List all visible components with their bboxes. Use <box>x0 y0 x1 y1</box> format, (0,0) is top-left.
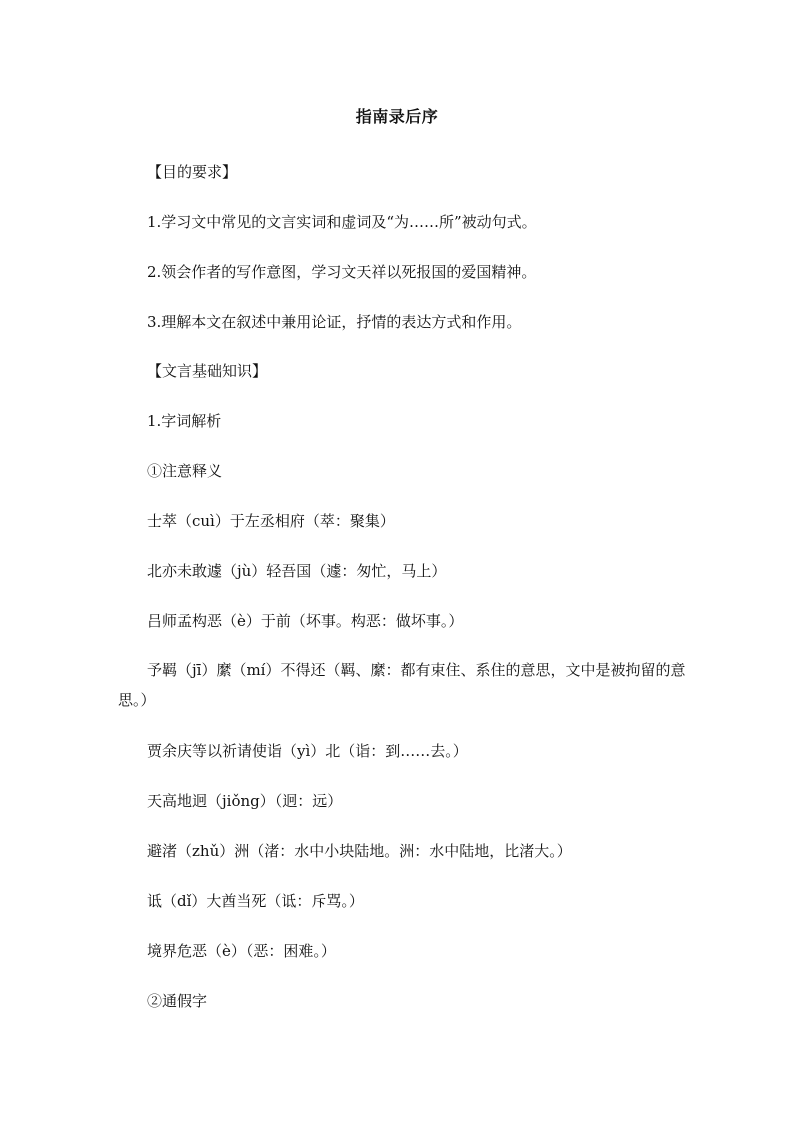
vocab-entry: 境界危恶（è）（恶：困难。） <box>147 942 336 960</box>
vocab-entry-wrapped: 予羁（jī）縻（mí）不得还（羁、縻：都有束住、系住的意思，文中是被拘留的意思。） <box>118 661 686 709</box>
vocab-entry: 避渚（zhǔ）洲（渚：水中小块陆地。洲：水中陆地，比渚大。） <box>147 842 572 860</box>
objective-item-1: 1.学习文中常见的文言实词和虚词及“为……所”被动句式。 <box>147 213 537 231</box>
vocab-entry: 吕师孟构恶（è）于前（坏事。构恶：做坏事。） <box>147 612 464 630</box>
vocab-entry: 士萃（cuì）于左丞相府（萃：聚集） <box>147 512 395 530</box>
page-title: 指南录后序 <box>355 107 439 126</box>
objective-item-3: 3.理解本文在叙述中兼用论证，抒情的表达方式和作用。 <box>147 313 522 331</box>
section-heading-objectives: 【目的要求】 <box>147 163 238 181</box>
subheading-variant-characters: ②通假字 <box>147 992 208 1010</box>
section-heading-basics: 【文言基础知识】 <box>147 362 268 380</box>
subsection-heading-vocabulary: 1.字词解析 <box>147 412 222 430</box>
vocab-entry: 北亦未敢遽（jù）轻吾国（遽：匆忙，马上） <box>147 562 447 580</box>
subheading-meaning: ①注意释义 <box>147 462 223 480</box>
vocab-entry: 贾余庆等以祈请使诣（yì）北（诣：到……去。） <box>147 742 468 760</box>
vocab-entry: 天高地迥（jiǒng）（迥：远） <box>147 792 343 810</box>
objective-item-2: 2.领会作者的写作意图，学习文天祥以死报国的爱国精神。 <box>147 263 537 281</box>
vocab-entry: 诋（dǐ）大酋当死（诋：斥骂。） <box>147 892 364 910</box>
